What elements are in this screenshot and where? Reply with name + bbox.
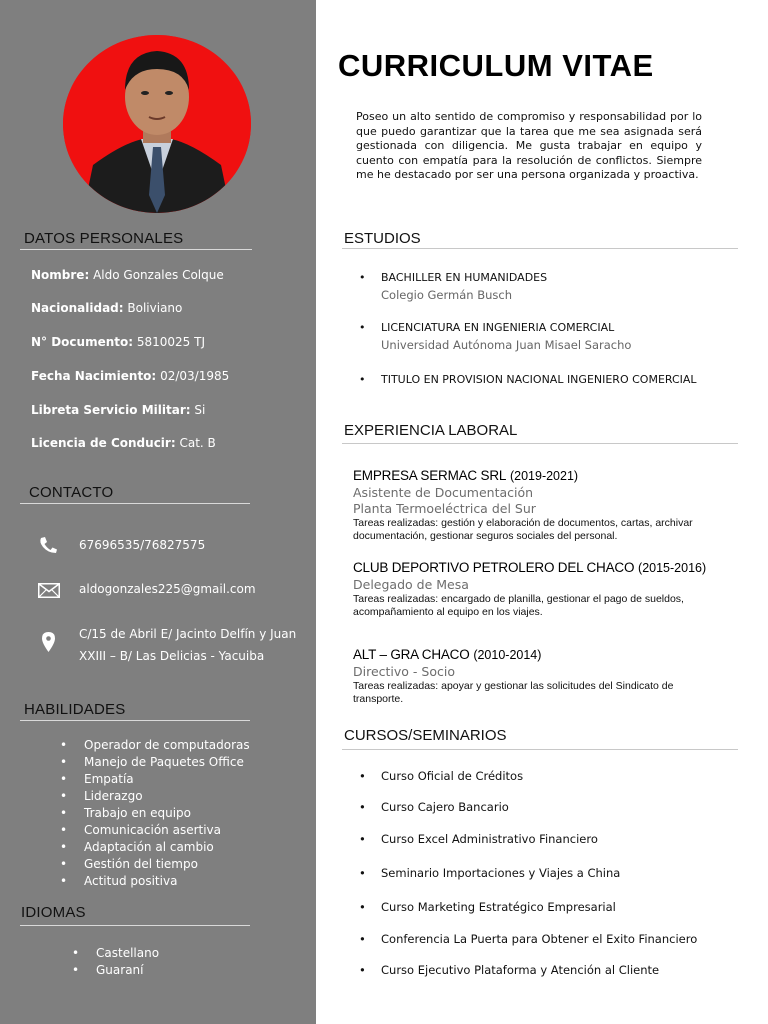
bullet-icon: • (359, 900, 366, 914)
education-title: LICENCIATURA EN INGENIERIA COMERCIAL (381, 321, 615, 334)
personal-birthdate: Fecha Nacimiento: 02/03/1985 (31, 369, 230, 383)
job-company: ALT – GRA CHACO (353, 647, 470, 662)
job-years: (2010-2014) (473, 648, 542, 662)
bullet-icon: • (359, 373, 366, 386)
location-pin-icon (42, 632, 55, 656)
job-company-line (353, 559, 713, 577)
job-company: CLUB DEPORTIVO PETROLERO DEL CHACO (353, 560, 635, 575)
job-company: EMPRESA SERMAC SRL (353, 468, 507, 483)
list-item: • Trabajo en equipo (60, 805, 250, 822)
bullet-icon: • (359, 866, 366, 880)
bullet-icon: • (359, 963, 366, 977)
bullet-icon: • (359, 769, 366, 783)
idiomas-heading: IDIOMAS (21, 904, 86, 921)
job-years: (2015-2016) (638, 561, 707, 575)
datos-personales-heading: DATOS PERSONALES (24, 230, 184, 247)
habilidades-heading: HABILIDADES (24, 701, 126, 718)
job-entry (353, 467, 713, 543)
list-item: • Operador de computadoras (60, 737, 250, 754)
address-line-1: C/15 de Abril E/ Jacinto Delfín y Juan (79, 627, 297, 641)
contact-phone[interactable]: 67696535/76827575 (79, 538, 206, 552)
contacto-divider (20, 503, 250, 504)
list-item: • Actitud positiva (60, 873, 250, 890)
job-tasks: Tareas realizadas: gestión y elaboración de documentos, cartas, archivar documentación, gestionar seguros sociales del personal. (353, 517, 693, 542)
education-place: Colegio Germán Busch (381, 288, 513, 302)
bullet-icon: • (359, 271, 366, 284)
experiencia-divider (342, 443, 738, 444)
envelope-icon (38, 583, 60, 602)
education-title: TITULO EN PROVISION NACIONAL INGENIERO COMERCIAL (381, 373, 697, 386)
skills-list (60, 737, 250, 890)
education-place: Universidad Autónoma Juan Misael Saracho (381, 338, 632, 352)
estudios-divider (342, 248, 738, 249)
job-role: Directivo - Socio (353, 664, 455, 679)
bullet-icon: • (359, 932, 366, 946)
job-years: (2019-2021) (509, 469, 579, 483)
estudios-heading: ESTUDIOS (344, 230, 421, 247)
contacto-heading: CONTACTO (29, 484, 114, 501)
bullet-icon: • (359, 800, 366, 814)
personal-military: Libreta Servicio Militar: Si (31, 403, 206, 417)
contact-email[interactable]: aldogonzales225@gmail.com (79, 582, 256, 596)
list-item: • Liderazgo (60, 788, 250, 805)
habilidades-divider (20, 720, 250, 721)
list-item: • Empatía (60, 771, 250, 788)
list-item: • Manejo de Paquetes Office (60, 754, 250, 771)
experiencia-heading: EXPERIENCIA LABORAL (344, 422, 518, 439)
job-tasks: Tareas realizadas: apoyar y gestionar las solicitudes del Sindicato de transporte. (353, 680, 674, 705)
bullet-icon: • (359, 321, 366, 334)
job-entry (353, 646, 713, 706)
page-title: CURRICULUM VITAE (338, 48, 654, 83)
intro-paragraph: Poseo un alto sentido de compromiso y responsabilidad por lo que puedo garantizar que la tarea que me sea asignada será gestionada con diligencia. Me gusta trabajar en equipo y cuento con empatía para la resolución de conflictos. Siempre me he destacado por ser una persona organizada y proactiva. (356, 110, 702, 181)
job-role: Delegado de Mesa (353, 577, 469, 592)
idiomas-divider (20, 925, 250, 926)
cursos-divider (342, 749, 738, 750)
datos-divider (20, 249, 252, 250)
address-line-2: XXIII – B/ Las Delicias - Yacuiba (79, 649, 265, 663)
bullet-icon: • (359, 832, 366, 846)
list-item: • Guaraní (72, 962, 159, 979)
personal-license: Licencia de Conducir: Cat. B (31, 436, 216, 450)
education-title: BACHILLER EN HUMANIDADES (381, 271, 548, 284)
languages-list (72, 945, 159, 979)
list-item: • Comunicación asertiva (60, 822, 250, 839)
personal-name: Nombre: Aldo Gonzales Colque (31, 268, 224, 282)
sidebar (0, 0, 316, 1024)
job-company-line (353, 467, 713, 485)
personal-nationality: Nacionalidad: Boliviano (31, 301, 183, 315)
list-item: • Adaptación al cambio (60, 839, 250, 856)
job-entry (353, 559, 713, 619)
list-item: • Castellano (72, 945, 159, 962)
job-tasks: Tareas realizadas: encargado de planilla, gestionar el pago de sueldos, acompañamiento al equipo en los viajes. (353, 593, 684, 618)
cursos-heading: CURSOS/SEMINARIOS (344, 727, 507, 744)
personal-document: N° Documento: 5810025 TJ (31, 335, 206, 349)
contact-address (79, 623, 296, 667)
job-role: Asistente de Documentación (353, 485, 534, 500)
profile-photo (63, 35, 251, 213)
job-role-place: Planta Termoeléctrica del Sur (353, 501, 536, 516)
phone-icon (38, 536, 58, 558)
list-item: • Gestión del tiempo (60, 856, 250, 873)
job-company-line (353, 646, 713, 664)
